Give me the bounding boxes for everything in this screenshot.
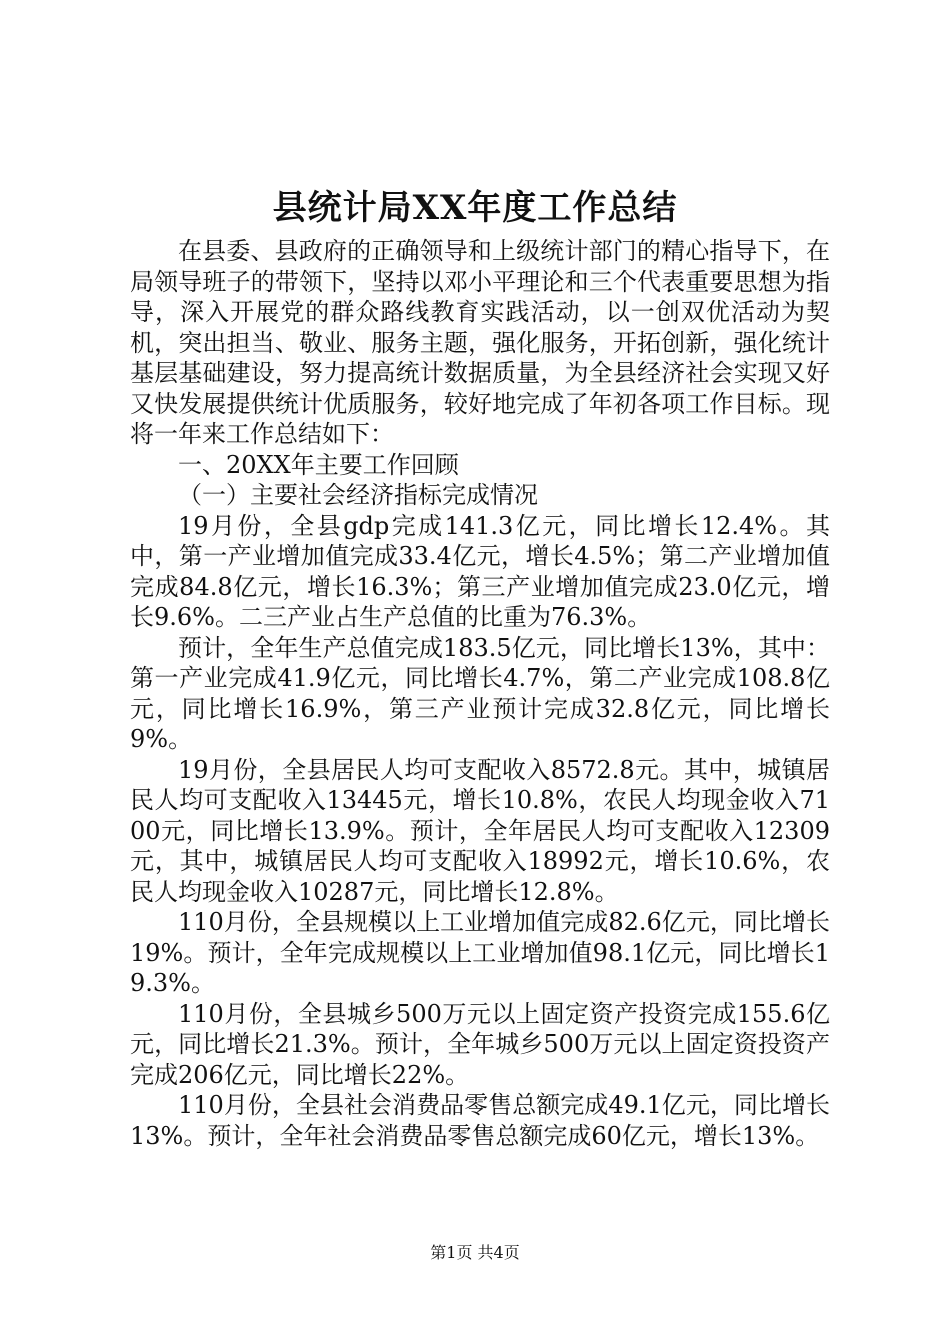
gdp-paragraph: 19月份，全县gdp完成141.3亿元，同比增长12.4%。其中，第一产业增加值完成33.4亿元，增长4.5%；第二产业增加值完成84.8亿元，增长16.3%；第三产业增加值完成23.0亿元，增长9.6%。二三产业占生产总值的比重为76.3%。 [130, 511, 830, 631]
intro-paragraph: 在县委、县政府的正确领导和上级统计部门的精心指导下，在局领导班子的带领下，坚持以邓小平理论和三个代表重要思想为指导，深入开展党的群众路线教育实践活动，以一创双优活动为契机，突出担当、敬业、服务主题，强化服务，开拓创新，强化统计基层基础建设，努力提高统计数据质量，为全县经济社会实现又好又快发展提供统计优质服务，较好地完成了年初各项工作目标。现将一年来工作总结如下： [130, 237, 830, 448]
subsection-heading: （一）主要社会经济指标完成情况 [178, 481, 538, 509]
retail-paragraph: 110月份，全县社会消费品零售总额完成49.1亿元，同比增长13%。预计，全年社会消费品零售总额完成60亿元，增长13%。 [130, 1091, 830, 1150]
document-title: 县统计局XX年度工作总结 [272, 188, 678, 228]
section-heading: 一、20XX年主要工作回顾 [178, 450, 459, 479]
industry-paragraph: 110月份，全县规模以上工业增加值完成82.6亿元，同比增长19%。预计，全年完成规模以上工业增加值98.1亿元，同比增长19.3%。 [130, 908, 830, 997]
income-paragraph: 19月份，全县居民人均可支配收入8572.8元。其中，城镇居民人均可支配收入13445元，增长10.8%，农民人均现金收入7100元，同比增长13.9%。预计，全年居民人均可支配收入12309元，其中，城镇居民人均可支配收入18992元，增长10.6%，农民人均现金收入10287元，同比增长12.8%。 [130, 755, 830, 906]
document-body [130, 236, 830, 1151]
page-footer: 第1页 共4页 [430, 1243, 520, 1262]
investment-paragraph: 110月份，全县城乡500万元以上固定资产投资完成155.6亿元，同比增长21.3%。预计，全年城乡500万元以上固定资投资产完成206亿元，同比增长22%。 [130, 999, 830, 1089]
forecast-gdp-paragraph: 预计，全年生产总值完成183.5亿元，同比增长13%，其中：第一产业完成41.9亿元，同比增长4.7%，第二产业完成108.8亿元，同比增长16.9%，第三产业预计完成32.8亿元，同比增长9%。 [130, 633, 830, 753]
